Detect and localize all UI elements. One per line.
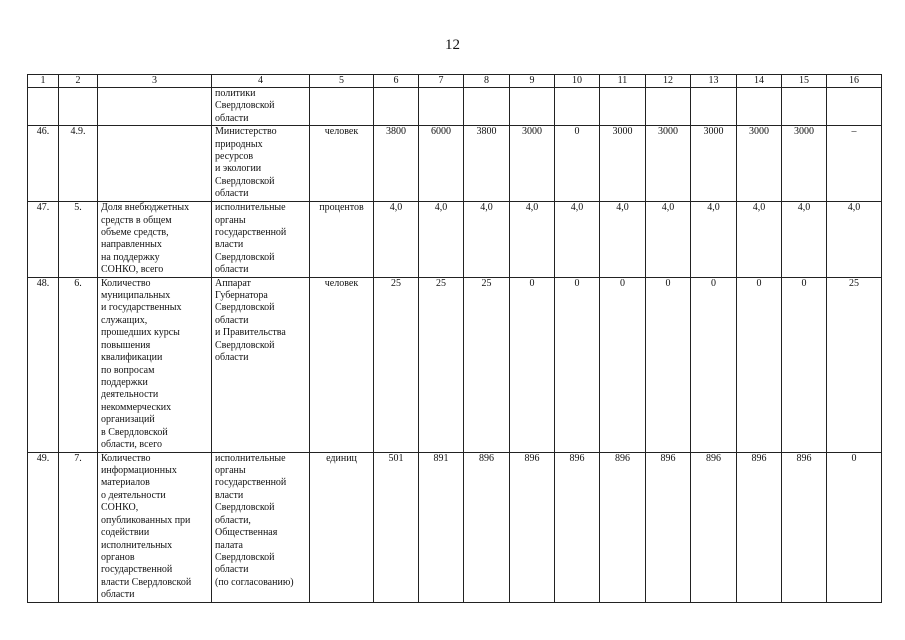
row-number-cell: 48. xyxy=(28,277,59,452)
value-cell: 3800 xyxy=(464,126,510,202)
column-header: 9 xyxy=(510,75,555,88)
indicators-table xyxy=(27,74,882,603)
value-cell: 0 xyxy=(691,277,737,452)
column-header: 6 xyxy=(374,75,419,88)
value-cell: 4,0 xyxy=(691,202,737,277)
executor-cell: Аппарат Губернатора Свердловской области и Правительства Свердловской области xyxy=(212,277,310,452)
column-header: 2 xyxy=(59,75,98,88)
indicator-name-cell xyxy=(98,88,212,126)
executor-cell: Министерство природных ресурсов и экологии Свердловской области xyxy=(212,126,310,202)
value-cell: 25 xyxy=(374,277,419,452)
value-cell xyxy=(691,88,737,126)
unit-cell xyxy=(310,88,374,126)
value-cell: 0 xyxy=(782,277,827,452)
value-cell: 0 xyxy=(737,277,782,452)
value-cell: 896 xyxy=(737,452,782,602)
value-cell: 896 xyxy=(646,452,691,602)
executor-cell: исполнительные органы государственной власти Свердловской области, Общественная палата Свердловской области (по согласованию) xyxy=(212,452,310,602)
table-row xyxy=(28,202,882,277)
value-cell: 25 xyxy=(827,277,882,452)
value-cell: 4,0 xyxy=(555,202,600,277)
value-cell: 3800 xyxy=(374,126,419,202)
value-cell xyxy=(510,88,555,126)
value-cell: 0 xyxy=(827,452,882,602)
row-number-cell xyxy=(28,88,59,126)
executor-cell: исполнительные органы государственной власти Свердловской области xyxy=(212,202,310,277)
value-cell xyxy=(464,88,510,126)
indicator-name-cell xyxy=(98,126,212,202)
unit-cell: процентов xyxy=(310,202,374,277)
column-header: 4 xyxy=(212,75,310,88)
column-header: 16 xyxy=(827,75,882,88)
value-cell: 896 xyxy=(691,452,737,602)
row-index-cell: 7. xyxy=(59,452,98,602)
table-row xyxy=(28,88,882,126)
indicator-name-cell: Количество информационных материалов о деятельности СОНКО, опубликованных при содействии исполнительных органов государственной власти Свердловской области xyxy=(98,452,212,602)
value-cell: – xyxy=(827,126,882,202)
value-cell: 4,0 xyxy=(600,202,646,277)
row-index-cell xyxy=(59,88,98,126)
column-header: 14 xyxy=(737,75,782,88)
value-cell: 896 xyxy=(782,452,827,602)
value-cell: 3000 xyxy=(737,126,782,202)
column-header: 3 xyxy=(98,75,212,88)
value-cell: 3000 xyxy=(691,126,737,202)
value-cell xyxy=(374,88,419,126)
row-index-cell: 4.9. xyxy=(59,126,98,202)
column-header: 12 xyxy=(646,75,691,88)
value-cell: 25 xyxy=(464,277,510,452)
value-cell: 896 xyxy=(600,452,646,602)
value-cell: 4,0 xyxy=(646,202,691,277)
value-cell: 896 xyxy=(510,452,555,602)
value-cell xyxy=(600,88,646,126)
page-number: 12 xyxy=(445,37,460,53)
table-row xyxy=(28,126,882,202)
unit-cell: человек xyxy=(310,126,374,202)
value-cell xyxy=(737,88,782,126)
value-cell: 0 xyxy=(646,277,691,452)
value-cell: 25 xyxy=(419,277,464,452)
row-number-cell: 47. xyxy=(28,202,59,277)
value-cell: 4,0 xyxy=(464,202,510,277)
value-cell xyxy=(419,88,464,126)
row-index-cell: 5. xyxy=(59,202,98,277)
value-cell: 3000 xyxy=(782,126,827,202)
value-cell: 4,0 xyxy=(374,202,419,277)
value-cell xyxy=(646,88,691,126)
column-header: 13 xyxy=(691,75,737,88)
unit-cell: человек xyxy=(310,277,374,452)
value-cell: 501 xyxy=(374,452,419,602)
value-cell: 4,0 xyxy=(419,202,464,277)
table-row xyxy=(28,452,882,602)
column-header: 15 xyxy=(782,75,827,88)
column-header: 10 xyxy=(555,75,600,88)
column-header: 5 xyxy=(310,75,374,88)
value-cell xyxy=(782,88,827,126)
value-cell: 4,0 xyxy=(737,202,782,277)
value-cell: 3000 xyxy=(600,126,646,202)
value-cell xyxy=(827,88,882,126)
header-row xyxy=(28,75,882,88)
unit-cell: единиц xyxy=(310,452,374,602)
value-cell: 896 xyxy=(555,452,600,602)
value-cell: 4,0 xyxy=(827,202,882,277)
row-number-cell: 46. xyxy=(28,126,59,202)
column-header: 8 xyxy=(464,75,510,88)
value-cell: 4,0 xyxy=(782,202,827,277)
row-number-cell: 49. xyxy=(28,452,59,602)
row-index-cell: 6. xyxy=(59,277,98,452)
value-cell: 0 xyxy=(555,126,600,202)
value-cell: 3000 xyxy=(646,126,691,202)
table-row xyxy=(28,277,882,452)
value-cell xyxy=(555,88,600,126)
indicator-name-cell: Доля внебюджетных средств в общем объеме средств, направленных на поддержку СОНКО, всего xyxy=(98,202,212,277)
value-cell: 4,0 xyxy=(510,202,555,277)
column-header: 1 xyxy=(28,75,59,88)
value-cell: 891 xyxy=(419,452,464,602)
value-cell: 0 xyxy=(555,277,600,452)
value-cell: 0 xyxy=(510,277,555,452)
value-cell: 3000 xyxy=(510,126,555,202)
column-header: 7 xyxy=(419,75,464,88)
column-header: 11 xyxy=(600,75,646,88)
executor-cell: политики Свердловской области xyxy=(212,88,310,126)
value-cell: 896 xyxy=(464,452,510,602)
value-cell: 6000 xyxy=(419,126,464,202)
indicator-name-cell: Количество муниципальных и государственных служащих, прошедших курсы повышения квалификации по вопросам поддержки деятельности некоммерческих организаций в Свердловской области, всего xyxy=(98,277,212,452)
value-cell: 0 xyxy=(600,277,646,452)
